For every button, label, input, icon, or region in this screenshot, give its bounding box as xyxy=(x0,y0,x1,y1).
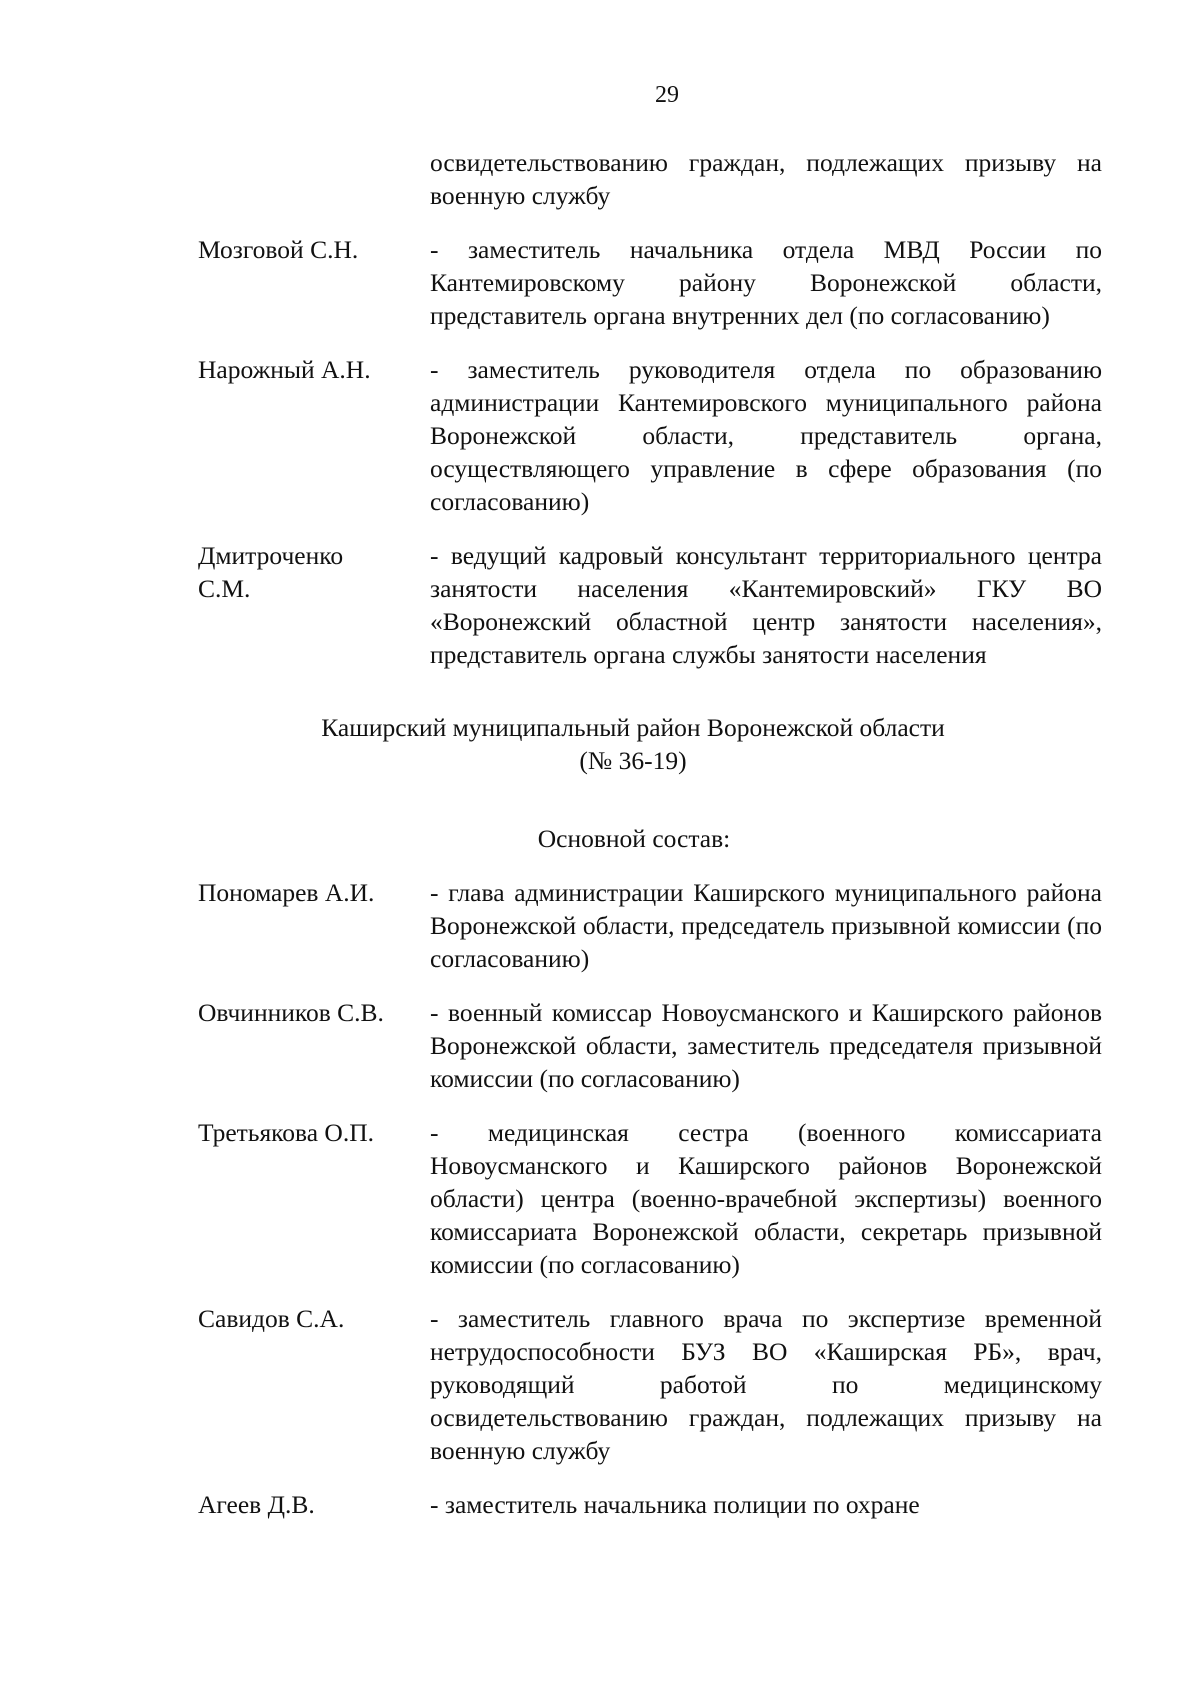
member-name: Пономарев А.И. xyxy=(198,878,375,907)
member-name: Агеев Д.В. xyxy=(198,1490,315,1519)
page-number: 29 xyxy=(655,82,679,108)
member-name: Дмитроченко С.М. xyxy=(198,541,344,603)
commission-member xyxy=(198,1488,1108,1521)
member-description: - заместитель главного врача по экспертизе временной нетрудоспособности БУЗ ВО «Каширская РБ», врач, руководящий работой по медицинскому освидетельствованию граждан, подлежащих призыву на военную службу xyxy=(430,1304,1102,1465)
member-name: Мозговой С.Н. xyxy=(198,235,359,264)
commission-member xyxy=(198,1302,1108,1467)
member-description: - заместитель начальника отдела МВД России по Кантемировскому району Воронежской области, представитель органа внутренних дел (по согласованию) xyxy=(430,235,1102,330)
section-title: Каширский муниципальный район Воронежской области xyxy=(321,713,945,742)
member-name: Савидов С.А. xyxy=(198,1304,345,1333)
member-description: - военный комиссар Новоусманского и Каширского районов Воронежской области, заместитель председателя призывной комиссии (по согласованию) xyxy=(430,998,1102,1093)
member-description: - заместитель руководителя отдела по образованию администрации Кантемировского муниципального района Воронежской области, представитель органа, осуществляющего управление в сфере образования (по согласованию) xyxy=(430,355,1102,516)
commission-member xyxy=(198,996,1108,1095)
document-body xyxy=(198,146,1108,1521)
section-number: (№ 36-19) xyxy=(579,746,687,775)
member-name: Третьякова О.П. xyxy=(198,1118,374,1147)
continuation-text: освидетельствованию граждан, подлежащих призыву на военную службу xyxy=(430,148,1102,210)
member-description: - глава администрации Каширского муниципального района Воронежской области, председатель призывной комиссии (по согласованию) xyxy=(430,878,1102,973)
commission-member xyxy=(198,539,1108,671)
commission-member xyxy=(198,233,1108,332)
member-name: Нарожный А.Н. xyxy=(198,355,371,384)
commission-member xyxy=(198,353,1108,518)
subsection-title: Основной состав: xyxy=(537,824,731,853)
commission-member xyxy=(198,876,1108,975)
member-description: - медицинская сестра (военного комиссариата Новоусманского и Каширского районов Воронежской области) центра (военно-врачебной экспертизы) военного комиссариата Воронежской области, секретарь призывной комиссии (по согласованию) xyxy=(430,1118,1102,1279)
member-name: Овчинников С.В. xyxy=(198,998,384,1027)
member-description: - ведущий кадровый консультант территориального центра занятости населения «Кантемировский» ГКУ ВО «Воронежский областной центр занятости населения», представитель органа службы занятости населения xyxy=(430,541,1102,669)
commission-member xyxy=(198,1116,1108,1281)
member-description: - заместитель начальника полиции по охране xyxy=(430,1490,920,1519)
